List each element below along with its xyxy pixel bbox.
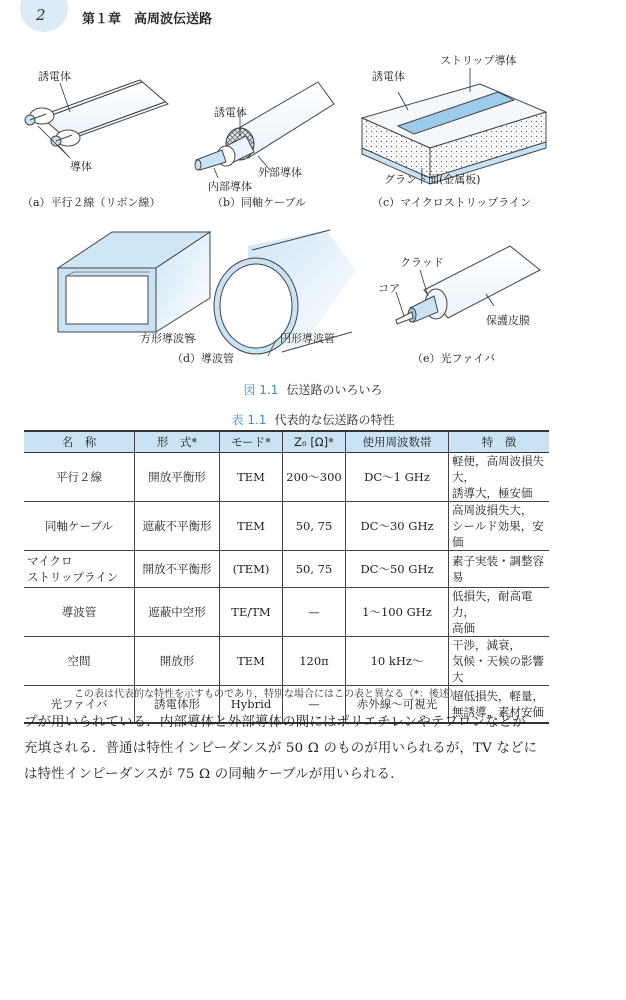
feature-line: 無誘導，素材安価 xyxy=(452,705,544,719)
cell-form: 開放平衡形 xyxy=(135,453,220,502)
feature-line: 干渉，減衰， xyxy=(452,638,521,652)
cell-form: 開放形 xyxy=(135,637,220,686)
label-b-dielectric: 誘電体 xyxy=(214,106,247,119)
cell-name: 平行２線 xyxy=(24,453,135,502)
table-row xyxy=(24,588,549,637)
table-header-row xyxy=(24,431,549,453)
table-row xyxy=(24,637,549,686)
panel-d-waveguides xyxy=(58,230,356,365)
th-z0: Z₀ [Ω]* xyxy=(283,431,346,453)
cell-mode: TEM xyxy=(220,453,283,502)
label-d-rectangular: 方形導波管 xyxy=(140,332,195,345)
cell-name: 同軸ケーブル xyxy=(24,502,135,551)
feature-line: 低損失，耐高電力， xyxy=(452,589,533,619)
caption-b: （b）同軸ケーブル xyxy=(212,196,307,209)
cell-form: 遮蔽中空形 xyxy=(135,588,220,637)
page-number: 2 xyxy=(36,6,46,24)
cell-freq: DC～50 GHz xyxy=(346,551,449,588)
cell-features xyxy=(449,502,550,551)
cell-features xyxy=(449,588,550,637)
panel-b-coaxial-cable xyxy=(195,82,334,209)
cell-form: 開放不平衡形 xyxy=(135,551,220,588)
cell-z0: 200～300 xyxy=(283,453,346,502)
caption-e: （e）光ファイバ xyxy=(412,352,496,365)
body-text xyxy=(24,710,584,788)
cell-name: 空間 xyxy=(24,637,135,686)
th-mode: モード* xyxy=(220,431,283,453)
cell-freq: 赤外線～可視光 xyxy=(346,686,449,724)
cell-features xyxy=(449,551,550,588)
feature-line: 気候・天候の影響大 xyxy=(452,654,544,684)
body-line: プが用いられている．内部導体と外部導体の間にはポリエチレンやテフロンなどが xyxy=(24,715,526,730)
cell-features xyxy=(449,637,550,686)
cell-z0: 50, 75 xyxy=(283,502,346,551)
feature-line: シールド効果，安価 xyxy=(452,519,544,549)
label-c-dielectric: 誘電体 xyxy=(372,70,405,83)
cell-freq: 10 kHz～ xyxy=(346,637,449,686)
caption-d: （d）導波管 xyxy=(172,352,235,365)
label-e-cladding: クラッド xyxy=(400,256,444,269)
cell-mode: (TEM) xyxy=(220,551,283,588)
cell-form: 誘電体形 xyxy=(135,686,220,724)
table-row xyxy=(24,551,549,588)
body-line: は特性インピーダンスが 75 Ω の同軸ケーブルが用いられる． xyxy=(24,767,404,782)
cell-form: 遮蔽不平衡形 xyxy=(135,502,220,551)
body-line: 充填される．普通は特性インピーダンスが 50 Ω のものが用いられるが，TV などに xyxy=(24,741,538,756)
feature-line: 高価 xyxy=(452,621,475,635)
figure-caption-text: 伝送路のいろいろ xyxy=(286,383,383,397)
cell-name: 光ファイバ xyxy=(24,686,135,724)
figure-transmission-lines xyxy=(0,40,626,375)
page-header xyxy=(0,0,626,34)
cell-z0: — xyxy=(283,686,346,724)
spec-table xyxy=(24,430,549,724)
figure-caption xyxy=(0,381,626,398)
cell-z0: 50, 75 xyxy=(283,551,346,588)
table-caption xyxy=(0,411,626,428)
th-name: 名 称 xyxy=(24,431,135,453)
cell-freq: DC～30 GHz xyxy=(346,502,449,551)
label-b-inner-conductor: 内部導体 xyxy=(208,180,252,193)
panel-e-optical-fiber xyxy=(378,246,540,365)
cell-name: 導波管 xyxy=(24,588,135,637)
label-a-dielectric: 誘電体 xyxy=(38,70,71,83)
table-caption-text: 代表的な伝送路の特性 xyxy=(274,413,395,427)
cell-mode: TEM xyxy=(220,637,283,686)
panel-a-ribbon-line xyxy=(22,69,168,209)
name-line: マイクロ xyxy=(27,554,73,568)
label-c-strip-conductor: ストリップ導体 xyxy=(440,54,517,67)
cell-name xyxy=(24,551,135,588)
cell-z0: 120π xyxy=(283,637,346,686)
cell-features xyxy=(449,453,550,502)
cell-freq: 1～100 GHz xyxy=(346,588,449,637)
caption-c: （c）マイクロストリップライン xyxy=(372,196,531,209)
cell-mode: Hybrid xyxy=(220,686,283,724)
th-features: 特 徴 xyxy=(449,431,550,453)
feature-line: 素子実装・調整容易 xyxy=(452,554,544,584)
feature-line: 誘導大，極安価 xyxy=(452,486,533,500)
label-c-ground-plane: グランド面(金属板) xyxy=(384,173,481,186)
label-e-coating: 保護皮膜 xyxy=(486,314,530,327)
th-freq: 使用周波数帯 xyxy=(346,431,449,453)
chapter-title: 第１章 高周波伝送路 xyxy=(82,12,213,27)
feature-line: 超低損失，軽量， xyxy=(452,689,544,703)
label-b-outer-conductor: 外部導体 xyxy=(258,166,302,179)
table-row xyxy=(24,453,549,502)
label-d-circular: 円形導波管 xyxy=(280,332,335,345)
table-row xyxy=(24,502,549,551)
th-form: 形 式* xyxy=(135,431,220,453)
label-a-conductor: 導体 xyxy=(70,160,92,173)
name-line: ストリップライン xyxy=(27,570,119,584)
cell-mode: TE/TM xyxy=(220,588,283,637)
cell-freq: DC～1 GHz xyxy=(346,453,449,502)
caption-a: （a）平行２線（リボン線） xyxy=(22,196,161,209)
cell-mode: TEM xyxy=(220,502,283,551)
figure-caption-number: 図 1.1 xyxy=(243,383,279,397)
feature-line: 軽便，高周波損失大， xyxy=(452,454,544,484)
cell-z0: — xyxy=(283,588,346,637)
panel-c-microstrip-line xyxy=(362,53,546,209)
feature-line: 高周波損失大， xyxy=(452,503,533,517)
label-e-core: コア xyxy=(378,282,400,295)
table-caption-number: 表 1.1 xyxy=(231,413,267,427)
table-note: この表は代表的な特性を示すものであり，特別な場合にはこの表と異なる（*：後述）. xyxy=(74,689,463,700)
